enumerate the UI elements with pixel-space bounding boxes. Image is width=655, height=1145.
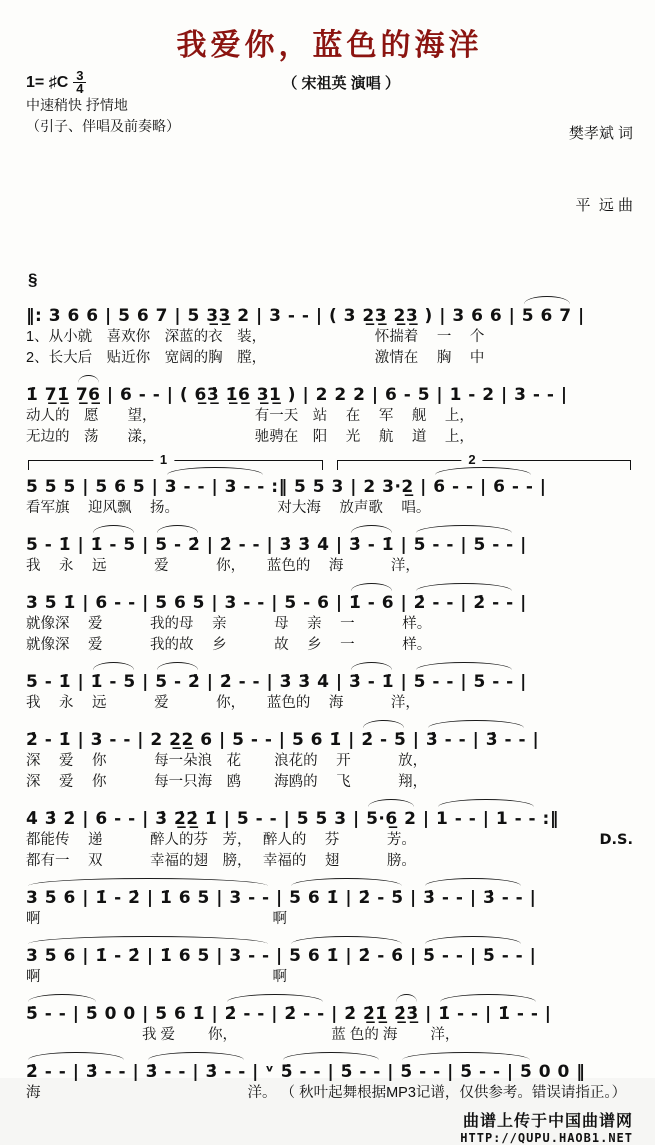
music-system-5 (26, 579, 633, 656)
music-system-7 (26, 716, 633, 793)
lyric-line-verse2: 无边的 荡 漾， 驰骋在 阳 光 航 道 上， (26, 429, 474, 445)
lyric-line-verse2: 2、长大后 贴近你 宽阔的胸 膛， 激情在 胸 中 (26, 350, 485, 366)
time-denominator: 4 (76, 81, 84, 96)
music-system-9 (26, 874, 633, 930)
music-system-3 (26, 450, 633, 519)
lyric-line-verse2: 就像深 爱 我的故 乡 故 乡 一 样。 (26, 637, 432, 653)
lyricist-credit: 樊孝斌 词 (568, 125, 633, 142)
notation-line: 2̇ - - | 3̇ - - | 3̇ - - | 3̇ - - | ᵛ 5̇ - - | 5̇ - - | 5̇ - - | 5̇ - - | 5̇ 0 0 ‖ (26, 1062, 586, 1082)
key-signature (26, 70, 86, 95)
notation-line: ‖: 3 6 6 | 5 6 7 | 5 3̲3̲ 2 | 3 - - | ( 3 2̲3̲ 2̲3̲ ) | 3 6 6 | 5 6 7 | (26, 306, 585, 326)
lyric-line: 我 永 远 爱 你， 蓝色的 海 洋， (26, 558, 420, 574)
lyric-line-verse1: 就像深 爱 我的母 亲 母 亲 一 样。 (26, 616, 432, 632)
tempo-marking: 中速稍快 抒情地 (26, 97, 128, 113)
lyric-line-verse2: 深 爱 你 每一只海 鸥 海鸥的 飞 翔， (26, 774, 428, 790)
music-system-6 (26, 658, 633, 714)
lyric-line: 海 洋。 （ 秋叶起舞根据MP3记谱，仅供参考。错误请指正。） (26, 1085, 627, 1101)
segno-mark: § (28, 270, 38, 289)
notation-line: 1̇ 7̲1̲̇ 7̲6̲ | 6 - - | ( 6̲3̲̇ 1̲̇6̲ 3̲1̲ ) | 2 2 2 | 6 - 5 | 1 - 2 | 3 - - | (26, 385, 568, 405)
composer-credit: 平 远 曲 (575, 197, 633, 214)
notation-line: 2̇ - 1̇ | 3 - - | 2 2̲2̲ 6 | 5 - - | 5 6 1̇ | 2̇ - 5̇ | 3̇ - - | 3̇ - - | (26, 730, 540, 750)
omission-note: （引子、伴唱及前奏略） (26, 118, 180, 134)
notation-line: 5̇ - - | 5̇ 0 0 | 5 6 1̇ | 2̇ - - | 2̇ - - | 2̇ 2̲̇1̲̇ 2̲̇3̲̇ | 1̇ - - | 1̇ - - | (26, 1004, 552, 1024)
notation-line: 3 5 1̇ | 6 - - | 5 6 5 | 3 - - | 5 - 6 | 1̇ - 6 | 2̇ - - | 2̇ - - | (26, 593, 527, 613)
lyric-line-verse1: 深 爱 你 每一朵浪 花 浪花的 开 放， (26, 753, 428, 769)
music-system-12 (26, 1048, 633, 1104)
volta-label-1: 1 (153, 451, 174, 469)
music-system-8 (26, 795, 633, 872)
music-systems (26, 292, 633, 1106)
volta-label-2: 2 (461, 451, 482, 469)
music-system-2 (26, 371, 633, 448)
music-system-11 (26, 990, 633, 1046)
lyric-line: 看军旗 迎风飘 扬。 对大海 放声歌 唱。 (26, 500, 431, 516)
notation-line: 3 5 6 | 1̇ - 2̇ | 1̇ 6 5 | 3 - - | 5 6 1̇ | 2̇ - 6̇ | 5̇ - - | 5̇ - - | (26, 946, 537, 966)
notation-line: 3 5 6 | 1̇ - 2̇ | 1̇ 6 5 | 3 - - | 5 6 1̇ | 2̇ - 5̇ | 3̇ - - | 3̇ - - | (26, 888, 537, 908)
notation-line: 4̇ 3̇ 2̇ | 6 - - | 3̇ 2̲̇2̲̇ 1̇ | 5 - - | 5 5 3 | 5·6̲ 2 | 1 - - | 1 - - :‖ (26, 809, 559, 829)
time-numerator: 3 (73, 70, 86, 83)
header-row (26, 70, 633, 266)
lyric-text: 都能传 递 醉人的芬 芳， 醉人的 芬 芳。 (26, 832, 416, 848)
credits-block (400, 70, 633, 266)
lyric-line-verse1: 动人的 愿 望， 有一天 站 在 军 舰 上， (26, 408, 474, 424)
lyric-line: 啊 啊 (26, 969, 287, 985)
header-left-block (26, 70, 282, 137)
lyric-line: 啊 啊 (26, 911, 287, 927)
footer-block (26, 1108, 633, 1145)
notation-line: 5 - 1̇ | 1̇ - 5 | 5 - 2̇ | 2̇ - - | 3̇ 3̇ 4̇ | 3̇ - 1̇ | 5 - - | 5 - - | (26, 535, 527, 555)
time-signature (73, 70, 86, 95)
music-system-1 (26, 292, 633, 369)
lyric-line-verse2: 都有一 双 幸福的翅 膀， 幸福的 翅 膀。 (26, 853, 416, 869)
site-url: HTTP://QUPU.HAOB1.NET (460, 1131, 633, 1145)
lyric-line-verse1 (26, 830, 633, 851)
notation-line: 5 - 1̇ | 1̇ - 5 | 5 - 2̇ | 2̇ - - | 3̇ 3̇ 4̇ | 3̇ - 1̇ | 5 - - | 5 - - | (26, 672, 527, 692)
site-name: 曲谱上传于中国曲谱网 (462, 1113, 633, 1130)
notation-line: 5 5 5 | 5 6 5 | 3 - - | 3 - - :‖ 5 5 3 | 2 3·2̲ | 6 - - | 6 - - | (26, 477, 547, 497)
music-system-4 (26, 521, 633, 577)
volta-row (28, 452, 631, 470)
performer-subtitle: （ 宋祖英 演唱 ） (282, 75, 400, 92)
page-title: 我爱你，蓝色的海洋 (176, 29, 483, 62)
key-root: 1= ♯C (26, 74, 69, 91)
dal-segno-mark: D.S. (599, 832, 633, 848)
volta-bracket-first (28, 452, 323, 470)
lyric-line: 我 永 远 爱 你， 蓝色的 海 洋， (26, 695, 420, 711)
lyric-line-verse1: 1、从小就 喜欢你 深蓝的衣 装， 怀揣着 一 个 (26, 329, 485, 345)
lyric-line: 我 爱 你， 蓝 色的 海 洋， (26, 1027, 460, 1043)
music-system-10 (26, 932, 633, 988)
